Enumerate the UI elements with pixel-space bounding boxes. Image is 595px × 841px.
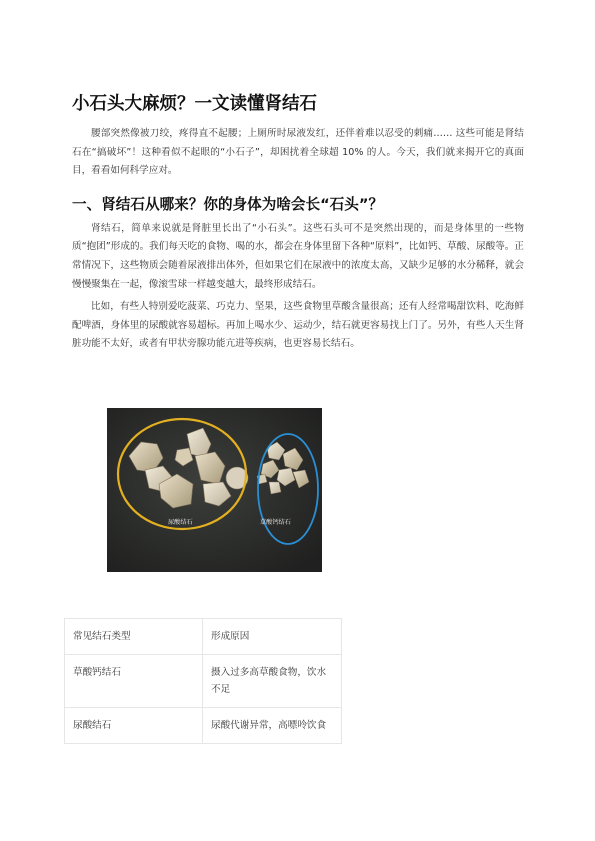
table-row [65, 655, 342, 708]
stone-types-table [64, 618, 342, 744]
table-cell-type: 尿酸结石 [65, 708, 203, 744]
article [72, 92, 524, 354]
table-cell-type: 草酸钙结石 [65, 655, 203, 708]
stones-illustration [107, 408, 322, 572]
table-cell-cause: 尿酸代谢异常，高嘌呤饮食 [203, 708, 342, 744]
section-paragraph-2: 比如，有些人特别爱吃菠菜、巧克力、坚果，这些食物里草酸含量很高；还有人经常喝甜饮料、吃海鲜配啤酒，身体里的尿酸就容易超标。再加上喝水少、运动少，结石就更容易找上门了。另外，有些人天生肾脏功能不太好，或者有甲状旁腺功能亢进等疾病，也更容易长结石。 [72, 301, 524, 350]
table-row [65, 708, 342, 744]
section-paragraph-1: 肾结石，简单来说就是肾脏里长出了“小石头”。这些石头可不是突然出现的，而是身体里的一些物质“抱团”形成的。我们每天吃的食物、喝的水，都会在身体里留下各种“原料”，比如钙、草酸、尿酸等。正常情况下，这些物质会随着尿液排出体外，但如果它们在尿液中的浓度太高，又缺少足够的水分稀释，就会慢慢聚集在一起，像滚雪球一样越变越大，最终形成结石。 [72, 222, 524, 290]
intro-paragraph: 腰部突然像被刀绞，疼得直不起腰；上厕所时尿液发红，还伴着难以忍受的刺痛…… 这些可能是肾结石在“搞破坏”！这种看似不起眼的“小石子”，却困扰着全球超 10% 的人。今天，我们就来揭开它的真面目，看看如何科学应对。 [72, 128, 524, 177]
uric-acid-label: 尿酸结石 [168, 519, 193, 526]
section-heading: 一、肾结石从哪来？你的身体为啥会长“石头”？ [72, 195, 384, 213]
kidney-stones-photo [107, 408, 322, 572]
table-cell-cause: 摄入过多高草酸食物，饮水不足 [203, 655, 342, 708]
table-header-cause: 形成原因 [203, 619, 342, 655]
calcium-oxalate-label: 草酸钙结石 [260, 519, 291, 526]
table-header-type: 常见结石类型 [65, 619, 203, 655]
page-title: 小石头大麻烦？一文读懂肾结石 [72, 94, 317, 114]
table-header-row [65, 619, 342, 655]
